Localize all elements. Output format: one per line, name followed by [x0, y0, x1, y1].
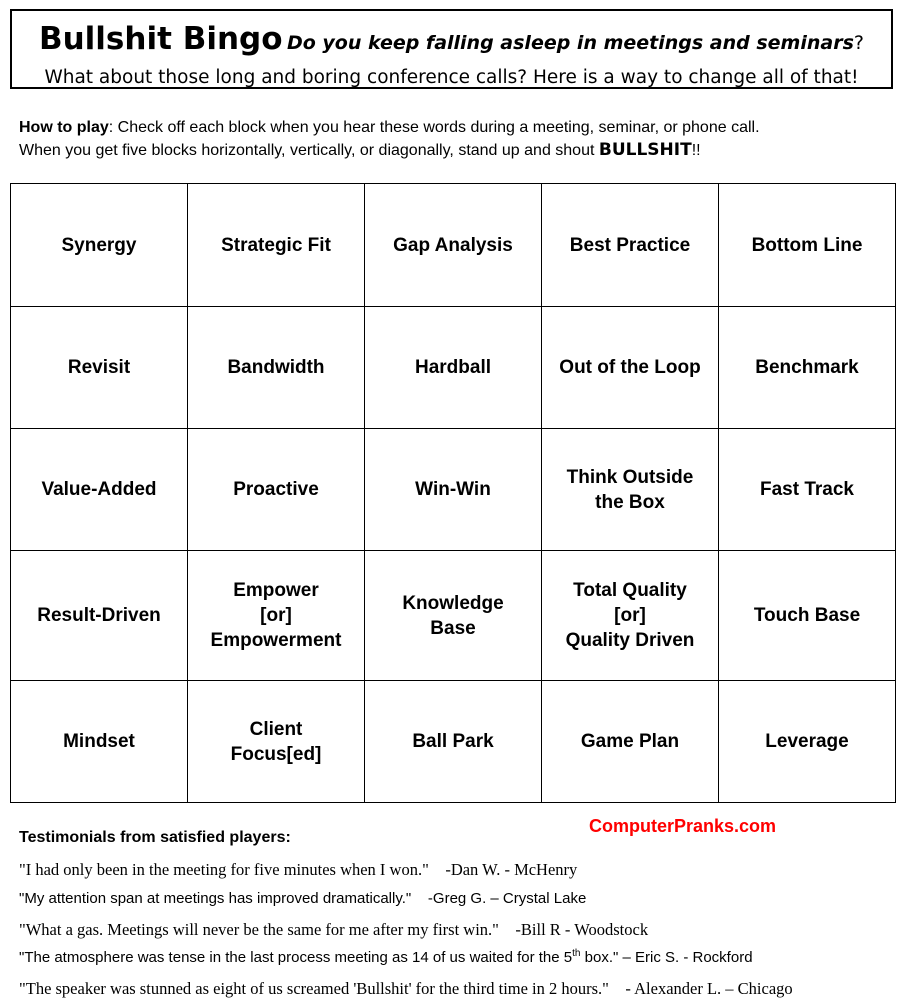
testimonial-quote-end: box." — [580, 949, 619, 966]
bingo-cell[interactable]: Win-Win — [365, 429, 542, 551]
bingo-row — [11, 551, 896, 681]
page-title: Bullshit Bingo — [38, 21, 283, 57]
title-banner — [10, 9, 893, 89]
bingo-cell[interactable]: Synergy — [11, 184, 188, 307]
bingo-row — [11, 681, 896, 803]
how-to-play-label: How to play — [19, 119, 109, 136]
how-to-play-text-2: When you get five blocks horizontally, vertically, or diagonally, stand up and shout — [19, 142, 599, 159]
bingo-cell[interactable]: Best Practice — [542, 184, 719, 307]
bingo-cell[interactable]: Leverage — [719, 681, 896, 803]
bingo-cell[interactable]: Empower [or] Empowerment — [188, 551, 365, 681]
bingo-cell[interactable]: Client Focus[ed] — [188, 681, 365, 803]
bingo-cell[interactable]: Bandwidth — [188, 307, 365, 429]
tagline-question-mark: ? — [853, 32, 864, 54]
testimonial — [19, 920, 648, 940]
bingo-cell[interactable]: Result-Driven — [11, 551, 188, 681]
bingo-cell[interactable]: Knowledge Base — [365, 551, 542, 681]
how-to-play-text-1: : Check off each block when you hear these words during a meeting, seminar, or phone call. — [108, 119, 760, 136]
shout-word: BULLSHIT — [598, 140, 692, 160]
testimonial — [19, 890, 586, 907]
testimonial-author: -Bill R - Woodstock — [515, 920, 649, 939]
bingo-cell[interactable]: Game Plan — [542, 681, 719, 803]
bingo-cell[interactable]: Total Quality [or] Quality Driven — [542, 551, 719, 681]
bingo-cell[interactable]: Gap Analysis — [365, 184, 542, 307]
testimonials-heading: Testimonials from satisfied players: — [19, 829, 291, 846]
bingo-card — [10, 183, 896, 803]
bingo-cell[interactable]: Hardball — [365, 307, 542, 429]
bingo-cell[interactable]: Bottom Line — [719, 184, 896, 307]
brand-name: ComputerPranks.com — [589, 816, 777, 836]
bingo-cell[interactable]: Fast Track — [719, 429, 896, 551]
bingo-cell[interactable]: Revisit — [11, 307, 188, 429]
bingo-cell[interactable]: Ball Park — [365, 681, 542, 803]
testimonial-author: - Alexander L. – Chicago — [625, 979, 793, 998]
testimonial-quote: "The speaker was stunned as eight of us screamed 'Bullshit' for the third time in 2 hours." — [19, 979, 609, 998]
testimonial-author: -Greg G. – Crystal Lake — [427, 890, 587, 907]
testimonial — [19, 860, 577, 880]
bingo-row — [11, 429, 896, 551]
bingo-cell[interactable]: Touch Base — [719, 551, 896, 681]
testimonial — [19, 979, 793, 999]
bingo-cell[interactable]: Value-Added — [11, 429, 188, 551]
how-to-play-ending: !! — [691, 142, 701, 159]
testimonial-author: -Dan W. - McHenry — [445, 860, 578, 879]
tagline: Do you keep falling asleep in meetings and seminars — [286, 32, 854, 54]
testimonial — [19, 948, 753, 966]
title-line — [12, 19, 891, 65]
bingo-cell[interactable]: Strategic Fit — [188, 184, 365, 307]
bingo-cell[interactable]: Out of the Loop — [542, 307, 719, 429]
testimonial-quote: "My attention span at meetings has improved dramatically." — [19, 890, 412, 907]
bingo-cell[interactable]: Proactive — [188, 429, 365, 551]
bingo-row — [11, 307, 896, 429]
testimonial-quote: "I had only been in the meeting for five minutes when I won." — [19, 860, 429, 879]
ordinal-suffix: th — [572, 948, 581, 959]
bingo-cell[interactable]: Think Outside the Box — [542, 429, 719, 551]
testimonial-author: – Eric S. - Rockford — [622, 949, 753, 966]
bingo-cell[interactable]: Benchmark — [719, 307, 896, 429]
testimonial-quote: "What a gas. Meetings will never be the same for me after my first win." — [19, 920, 499, 939]
bingo-cell[interactable]: Mindset — [11, 681, 188, 803]
how-to-play — [19, 116, 899, 162]
testimonial-quote: "The atmosphere was tense in the last process meeting as 14 of us waited for the 5 — [19, 949, 573, 966]
subtitle: What about those long and boring conference calls? Here is a way to change all of that! — [44, 67, 859, 88]
bingo-row — [11, 184, 896, 307]
